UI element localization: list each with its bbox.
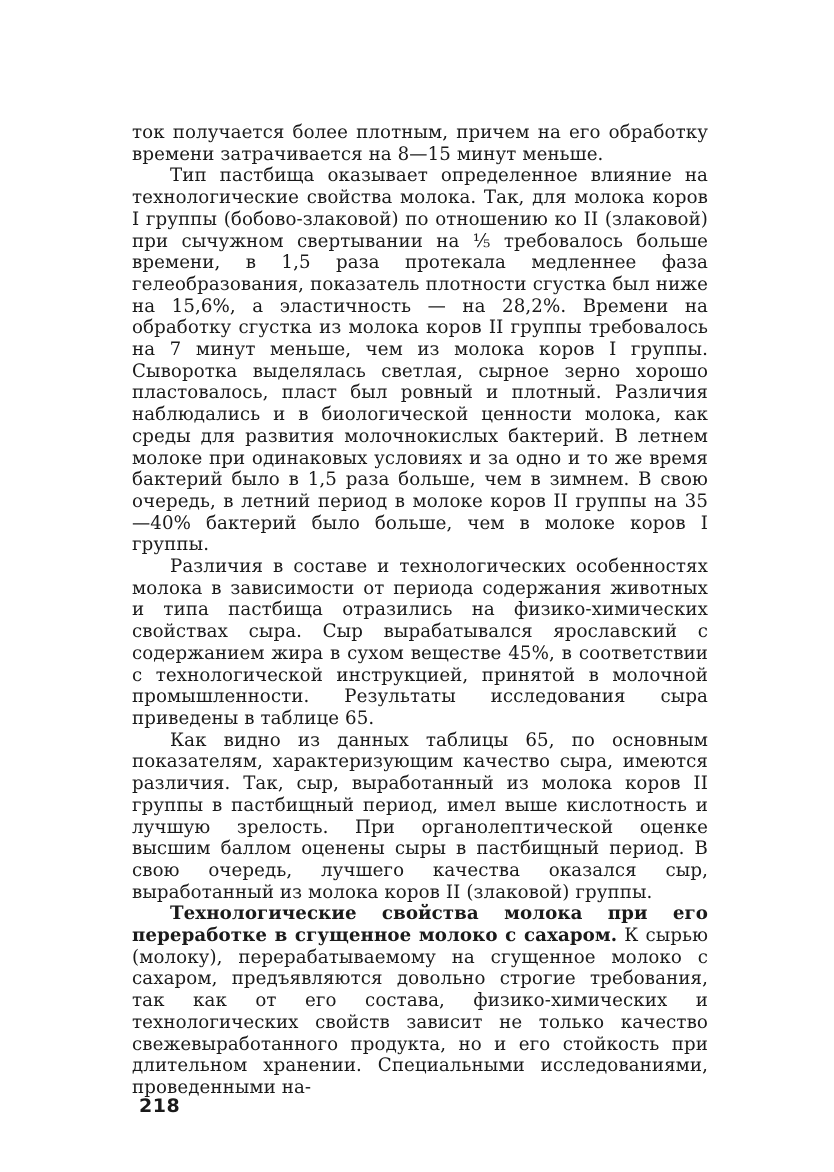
paragraph-condensed-milk — [132, 903, 708, 1098]
paragraph-condensed-milk-text: К сырью (молоку), перерабатываемому на сгущенное молоко с сахаром, предъявляются довольно строгие требования, так как от его состава, физико-химических и технологических свойств зависит не только качество свежевыработанного продукта, но и его стойкость при длительном хранении. Специальными исследованиями, проведенными на- — [132, 925, 709, 1098]
paragraph-continuation: ток получается более плотным, причем на его обработку времени затрачивается на 8—15 минут меньше. — [132, 122, 708, 165]
paragraph-pasture-type: Тип пастбища оказывает определенное влияние на технологические свойства молока. Так, для молока коров I группы (бобово-злаковой) по отношению ко II (злаковой) при сычужном свертывании на ⅕ требовалось больше времени, в 1,5 раза протекала медленнее фаза гелеобразования, показатель плотности сгустка был ниже на 15,6%, а эластичность — на 28,2%. Времени на обработку сгустка из молока коров II группы требовалось на 7 минут меньше, чем из молока коров I группы. Сыворотка выделялась светлая, сырное зерно хорошо пластовалось, пласт был ровный и плотный. Различия наблюдались и в биологической ценности молока, как среды для развития молочнокислых бактерий. В летнем молоке при одинаковых условиях и за одно и то же время бактерий было в 1,5 раза больше, чем в зимнем. В свою очередь, в летний период в молоке коров II группы на 35—40% бактерий было больше, чем в молоке коров I группы. — [132, 165, 708, 556]
section-heading-condensed-milk: Технологические свойства молока при его переработке в сгущенное молоко с сахаром. — [132, 903, 708, 947]
page-number: 218 — [139, 1095, 181, 1117]
paragraph-table-65-results: Как видно из данных таблицы 65, по основным показателям, характеризующим качество сыра, имеются различия. Так, сыр, выработанный из молока коров II группы в пастбищный период, имел выше кислотность и лучшую зрелость. При органолептической оценке высшим баллом оценены сыры в пастбищный период. В свою очередь, лучшего качества оказался сыр, выработанный из молока коров II (злаковой) группы. — [132, 729, 708, 903]
page-text-block — [132, 122, 708, 1099]
paragraph-composition-differences: Различия в составе и технологических особенностях молока в зависимости от периода содержания животных и типа пастбища отразились на физико-химических свойствах сыра. Сыр вырабатывался ярославский с содержанием жира в сухом веществе 45%, в соответствии с технологической инструкцией, принятой в молочной промышленности. Результаты исследования сыра приведены в таблице 65. — [132, 556, 708, 729]
